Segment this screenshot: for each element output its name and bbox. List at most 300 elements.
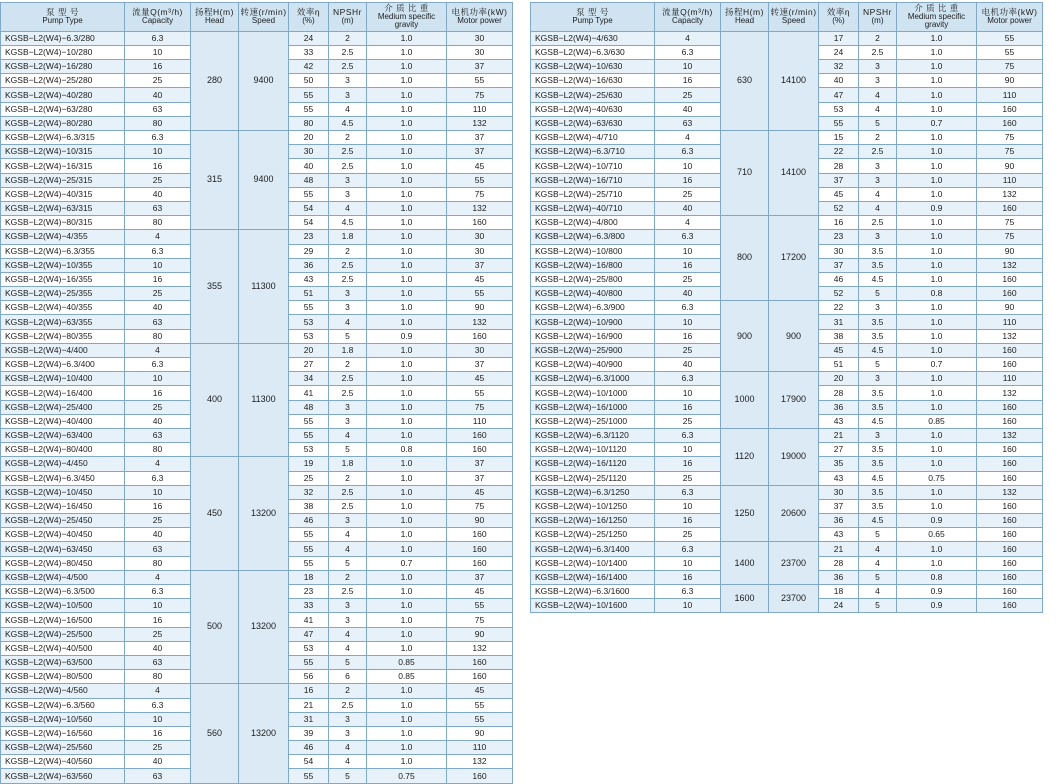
cell-capacity: 63 — [125, 201, 191, 215]
cell-efficiency: 55 — [289, 428, 329, 442]
cell-specific-gravity: 1.0 — [367, 272, 447, 286]
cell-specific-gravity: 1.0 — [897, 386, 977, 400]
cell-specific-gravity: 1.0 — [367, 386, 447, 400]
cell-pump-type: KGSB−L2(W4)−40/400 — [1, 414, 125, 428]
cell-specific-gravity: 1.0 — [897, 301, 977, 315]
cell-specific-gravity: 0.9 — [897, 585, 977, 599]
cell-motor-power: 37 — [447, 131, 513, 145]
cell-motor-power: 132 — [977, 485, 1043, 499]
cell-pump-type: KGSB−L2(W4)−25/800 — [531, 272, 655, 286]
cell-efficiency: 55 — [289, 769, 329, 783]
cell-pump-type: KGSB−L2(W4)−10/355 — [1, 258, 125, 272]
cell-pump-type: KGSB−L2(W4)−80/355 — [1, 329, 125, 343]
cell-motor-power: 160 — [447, 216, 513, 230]
cell-capacity: 6.3 — [655, 372, 721, 386]
header-speed: 转速(r/min) Speed — [239, 3, 289, 32]
cell-efficiency: 19 — [289, 457, 329, 471]
cell-npshr: 4 — [329, 627, 367, 641]
cell-pump-type: KGSB−L2(W4)−10/315 — [1, 145, 125, 159]
cell-capacity: 10 — [125, 258, 191, 272]
cell-pump-type: KGSB−L2(W4)−4/400 — [1, 343, 125, 357]
cell-pump-type: KGSB−L2(W4)−16/1250 — [531, 514, 655, 528]
cell-motor-power: 110 — [977, 173, 1043, 187]
cell-npshr: 2.5 — [329, 698, 367, 712]
cell-motor-power: 55 — [447, 386, 513, 400]
cell-npshr: 2.5 — [329, 258, 367, 272]
cell-pump-type: KGSB−L2(W4)−10/630 — [531, 60, 655, 74]
table-row — [1, 684, 513, 698]
cell-pump-type: KGSB−L2(W4)−80/400 — [1, 443, 125, 457]
cell-capacity: 16 — [655, 258, 721, 272]
cell-specific-gravity: 1.0 — [897, 173, 977, 187]
cell-pump-type: KGSB−L2(W4)−63/560 — [1, 769, 125, 783]
cell-npshr: 3 — [329, 599, 367, 613]
cell-motor-power: 160 — [977, 585, 1043, 599]
cell-head: 630 — [721, 31, 769, 130]
cell-npshr: 5 — [329, 329, 367, 343]
cell-capacity: 25 — [125, 400, 191, 414]
cell-specific-gravity: 1.0 — [897, 45, 977, 59]
cell-npshr: 5 — [329, 443, 367, 457]
cell-capacity: 63 — [125, 428, 191, 442]
header-head: 扬程H(m) Head — [721, 3, 769, 32]
cell-head: 315 — [191, 131, 239, 230]
cell-capacity: 6.3 — [125, 131, 191, 145]
cell-npshr: 4 — [329, 542, 367, 556]
cell-head: 1400 — [721, 542, 769, 585]
header-head: 扬程H(m) Head — [191, 3, 239, 32]
cell-capacity: 16 — [125, 499, 191, 513]
cell-specific-gravity: 1.0 — [897, 457, 977, 471]
cell-npshr: 3 — [329, 187, 367, 201]
cell-pump-type: KGSB−L2(W4)−80/450 — [1, 556, 125, 570]
cell-efficiency: 37 — [819, 173, 859, 187]
cell-specific-gravity: 1.0 — [367, 755, 447, 769]
cell-capacity: 25 — [125, 627, 191, 641]
header-speed: 转速(r/min) Speed — [769, 3, 819, 32]
cell-specific-gravity: 0.9 — [367, 329, 447, 343]
cell-capacity: 16 — [655, 173, 721, 187]
cell-npshr: 4 — [859, 542, 897, 556]
cell-efficiency: 56 — [289, 670, 329, 684]
cell-capacity: 10 — [655, 499, 721, 513]
cell-capacity: 40 — [125, 641, 191, 655]
table-row — [1, 230, 513, 244]
cell-specific-gravity: 1.0 — [367, 741, 447, 755]
cell-pump-type: KGSB−L2(W4)−40/900 — [531, 358, 655, 372]
table-row — [531, 428, 1043, 442]
cell-efficiency: 38 — [289, 499, 329, 513]
cell-efficiency: 22 — [819, 301, 859, 315]
cell-pump-type: KGSB−L2(W4)−25/710 — [531, 187, 655, 201]
cell-specific-gravity: 1.0 — [367, 641, 447, 655]
cell-npshr: 2 — [329, 31, 367, 45]
cell-capacity: 4 — [125, 230, 191, 244]
cell-npshr: 4.5 — [859, 414, 897, 428]
cell-specific-gravity: 1.0 — [897, 542, 977, 556]
cell-pump-type: KGSB−L2(W4)−25/500 — [1, 627, 125, 641]
cell-pump-type: KGSB−L2(W4)−6.3/355 — [1, 244, 125, 258]
cell-motor-power: 45 — [447, 684, 513, 698]
cell-npshr: 3 — [859, 301, 897, 315]
cell-npshr: 4 — [859, 102, 897, 116]
cell-pump-type: KGSB−L2(W4)−10/800 — [531, 244, 655, 258]
cell-pump-type: KGSB−L2(W4)−25/1120 — [531, 471, 655, 485]
cell-efficiency: 30 — [819, 244, 859, 258]
cell-efficiency: 45 — [819, 187, 859, 201]
cell-efficiency: 46 — [289, 741, 329, 755]
cell-efficiency: 55 — [289, 301, 329, 315]
cell-capacity: 63 — [125, 102, 191, 116]
cell-efficiency: 36 — [819, 400, 859, 414]
cell-specific-gravity: 1.0 — [367, 301, 447, 315]
cell-specific-gravity: 0.85 — [897, 414, 977, 428]
cell-efficiency: 55 — [289, 102, 329, 116]
cell-capacity: 6.3 — [655, 585, 721, 599]
cell-pump-type: KGSB−L2(W4)−10/710 — [531, 159, 655, 173]
cell-pump-type: KGSB−L2(W4)−80/500 — [1, 670, 125, 684]
cell-pump-type: KGSB−L2(W4)−6.3/280 — [1, 31, 125, 45]
cell-motor-power: 160 — [447, 428, 513, 442]
cell-capacity: 25 — [655, 343, 721, 357]
cell-efficiency: 45 — [819, 343, 859, 357]
header-efficiency: 效率η (%) — [289, 3, 329, 32]
cell-motor-power: 55 — [447, 173, 513, 187]
cell-pump-type: KGSB−L2(W4)−63/280 — [1, 102, 125, 116]
pump-spec-table-left — [0, 2, 513, 784]
cell-npshr: 5 — [329, 769, 367, 783]
cell-npshr: 4 — [329, 201, 367, 215]
cell-motor-power: 160 — [977, 343, 1043, 357]
cell-motor-power: 75 — [977, 131, 1043, 145]
cell-efficiency: 52 — [819, 287, 859, 301]
cell-motor-power: 160 — [977, 457, 1043, 471]
cell-pump-type: KGSB−L2(W4)−10/1250 — [531, 499, 655, 513]
cell-specific-gravity: 1.0 — [897, 315, 977, 329]
right-table-wrapper — [530, 2, 1042, 611]
cell-efficiency: 43 — [819, 471, 859, 485]
cell-npshr: 4.5 — [329, 216, 367, 230]
cell-pump-type: KGSB−L2(W4)−63/355 — [1, 315, 125, 329]
cell-efficiency: 48 — [289, 400, 329, 414]
cell-efficiency: 46 — [289, 514, 329, 528]
cell-capacity: 6.3 — [655, 542, 721, 556]
cell-efficiency: 55 — [289, 88, 329, 102]
cell-capacity: 40 — [125, 301, 191, 315]
header-specific-gravity: 介 质 比 重 Medium specific gravity — [367, 3, 447, 32]
cell-efficiency: 24 — [819, 45, 859, 59]
cell-efficiency: 46 — [819, 272, 859, 286]
cell-npshr: 3 — [329, 514, 367, 528]
cell-motor-power: 160 — [977, 443, 1043, 457]
cell-motor-power: 30 — [447, 230, 513, 244]
cell-npshr: 1.8 — [329, 457, 367, 471]
cell-capacity: 25 — [125, 74, 191, 88]
cell-efficiency: 54 — [289, 201, 329, 215]
cell-efficiency: 28 — [819, 386, 859, 400]
cell-capacity: 10 — [655, 386, 721, 400]
header-row — [531, 3, 1043, 32]
cell-npshr: 5 — [329, 556, 367, 570]
cell-efficiency: 43 — [819, 414, 859, 428]
cell-efficiency: 47 — [819, 88, 859, 102]
cell-npshr: 2 — [859, 131, 897, 145]
cell-specific-gravity: 0.7 — [897, 358, 977, 372]
cell-capacity: 80 — [125, 116, 191, 130]
cell-capacity: 16 — [655, 570, 721, 584]
cell-pump-type: KGSB−L2(W4)−6.3/710 — [531, 145, 655, 159]
cell-efficiency: 50 — [289, 74, 329, 88]
cell-specific-gravity: 0.75 — [897, 471, 977, 485]
cell-pump-type: KGSB−L2(W4)−40/500 — [1, 641, 125, 655]
cell-pump-type: KGSB−L2(W4)−10/1000 — [531, 386, 655, 400]
cell-pump-type: KGSB−L2(W4)−25/560 — [1, 741, 125, 755]
cell-npshr: 3 — [329, 88, 367, 102]
table-row — [531, 301, 1043, 315]
cell-npshr: 5 — [859, 599, 897, 613]
table-row — [531, 216, 1043, 230]
cell-efficiency: 53 — [289, 641, 329, 655]
cell-specific-gravity: 0.7 — [367, 556, 447, 570]
cell-pump-type: KGSB−L2(W4)−6.3/450 — [1, 471, 125, 485]
cell-npshr: 4 — [329, 755, 367, 769]
cell-specific-gravity: 1.0 — [897, 88, 977, 102]
cell-speed: 17200 — [769, 216, 819, 301]
cell-speed: 20600 — [769, 485, 819, 542]
cell-efficiency: 52 — [819, 201, 859, 215]
cell-specific-gravity: 1.0 — [897, 428, 977, 442]
cell-npshr: 4 — [329, 315, 367, 329]
cell-speed: 11300 — [239, 343, 289, 457]
cell-pump-type: KGSB−L2(W4)−25/315 — [1, 173, 125, 187]
cell-efficiency: 55 — [289, 187, 329, 201]
cell-pump-type: KGSB−L2(W4)−25/280 — [1, 74, 125, 88]
cell-npshr: 4.5 — [329, 116, 367, 130]
cell-motor-power: 30 — [447, 31, 513, 45]
cell-pump-type: KGSB−L2(W4)−16/800 — [531, 258, 655, 272]
cell-speed: 13200 — [239, 684, 289, 783]
cell-motor-power: 30 — [447, 45, 513, 59]
cell-efficiency: 54 — [289, 216, 329, 230]
cell-capacity: 40 — [125, 528, 191, 542]
cell-specific-gravity: 0.8 — [897, 570, 977, 584]
cell-npshr: 3.5 — [859, 244, 897, 258]
cell-specific-gravity: 1.0 — [897, 216, 977, 230]
cell-pump-type: KGSB−L2(W4)−10/400 — [1, 372, 125, 386]
cell-motor-power: 37 — [447, 60, 513, 74]
cell-npshr: 3.5 — [859, 499, 897, 513]
cell-specific-gravity: 1.0 — [897, 485, 977, 499]
cell-specific-gravity: 1.0 — [367, 414, 447, 428]
cell-motor-power: 110 — [447, 102, 513, 116]
cell-motor-power: 45 — [447, 159, 513, 173]
cell-pump-type: KGSB−L2(W4)−6.3/400 — [1, 358, 125, 372]
cell-head: 500 — [191, 570, 239, 684]
cell-motor-power: 160 — [977, 116, 1043, 130]
cell-capacity: 4 — [125, 684, 191, 698]
cell-specific-gravity: 1.0 — [367, 372, 447, 386]
cell-npshr: 2 — [329, 358, 367, 372]
cell-capacity: 40 — [125, 187, 191, 201]
cell-specific-gravity: 1.0 — [367, 471, 447, 485]
cell-capacity: 80 — [125, 329, 191, 343]
cell-pump-type: KGSB−L2(W4)−6.3/900 — [531, 301, 655, 315]
cell-efficiency: 15 — [819, 131, 859, 145]
cell-efficiency: 21 — [289, 698, 329, 712]
header-efficiency: 效率η (%) — [819, 3, 859, 32]
cell-motor-power: 160 — [977, 272, 1043, 286]
cell-npshr: 3 — [329, 712, 367, 726]
cell-motor-power: 37 — [447, 358, 513, 372]
cell-pump-type: KGSB−L2(W4)−10/500 — [1, 599, 125, 613]
cell-efficiency: 41 — [289, 386, 329, 400]
cell-motor-power: 45 — [447, 272, 513, 286]
cell-efficiency: 17 — [819, 31, 859, 45]
cell-efficiency: 20 — [819, 372, 859, 386]
cell-npshr: 2.5 — [859, 45, 897, 59]
table-body-right — [531, 31, 1043, 613]
cell-motor-power: 45 — [447, 485, 513, 499]
cell-capacity: 4 — [655, 216, 721, 230]
table-body-left — [1, 31, 513, 783]
cell-specific-gravity: 1.0 — [367, 102, 447, 116]
cell-efficiency: 34 — [289, 372, 329, 386]
cell-head: 560 — [191, 684, 239, 783]
cell-npshr: 3 — [859, 159, 897, 173]
cell-specific-gravity: 1.0 — [897, 499, 977, 513]
cell-efficiency: 27 — [819, 443, 859, 457]
cell-motor-power: 90 — [977, 244, 1043, 258]
cell-specific-gravity: 1.0 — [367, 216, 447, 230]
cell-capacity: 16 — [655, 514, 721, 528]
cell-capacity: 40 — [655, 287, 721, 301]
cell-motor-power: 160 — [977, 556, 1043, 570]
cell-motor-power: 90 — [447, 627, 513, 641]
cell-motor-power: 160 — [977, 400, 1043, 414]
cell-npshr: 4 — [859, 187, 897, 201]
cell-pump-type: KGSB−L2(W4)−40/630 — [531, 102, 655, 116]
cell-efficiency: 18 — [819, 585, 859, 599]
cell-capacity: 6.3 — [655, 145, 721, 159]
table-row — [531, 485, 1043, 499]
cell-npshr: 4 — [329, 102, 367, 116]
cell-pump-type: KGSB−L2(W4)−4/450 — [1, 457, 125, 471]
cell-specific-gravity: 1.0 — [897, 102, 977, 116]
cell-capacity: 16 — [655, 329, 721, 343]
cell-speed: 13200 — [239, 457, 289, 571]
cell-head: 355 — [191, 230, 239, 344]
cell-head: 400 — [191, 343, 239, 457]
cell-efficiency: 28 — [819, 556, 859, 570]
cell-specific-gravity: 1.0 — [367, 684, 447, 698]
cell-npshr: 3.5 — [859, 386, 897, 400]
cell-motor-power: 37 — [447, 457, 513, 471]
cell-pump-type: KGSB−L2(W4)−6.3/630 — [531, 45, 655, 59]
cell-capacity: 6.3 — [125, 358, 191, 372]
cell-specific-gravity: 1.0 — [897, 556, 977, 570]
cell-capacity: 16 — [125, 60, 191, 74]
cell-efficiency: 31 — [819, 315, 859, 329]
cell-motor-power: 90 — [447, 514, 513, 528]
cell-npshr: 6 — [329, 670, 367, 684]
cell-motor-power: 55 — [447, 698, 513, 712]
cell-efficiency: 29 — [289, 244, 329, 258]
cell-capacity: 40 — [655, 358, 721, 372]
cell-motor-power: 110 — [977, 88, 1043, 102]
cell-pump-type: KGSB−L2(W4)−6.3/1250 — [531, 485, 655, 499]
cell-efficiency: 39 — [289, 726, 329, 740]
cell-npshr: 4 — [329, 641, 367, 655]
cell-efficiency: 32 — [289, 485, 329, 499]
cell-motor-power: 160 — [977, 599, 1043, 613]
cell-motor-power: 160 — [977, 287, 1043, 301]
cell-capacity: 63 — [125, 315, 191, 329]
cell-specific-gravity: 1.0 — [897, 272, 977, 286]
cell-npshr: 2 — [329, 570, 367, 584]
cell-speed: 13200 — [239, 570, 289, 684]
table-row — [531, 585, 1043, 599]
header-row — [1, 3, 513, 32]
cell-capacity: 25 — [125, 173, 191, 187]
cell-efficiency: 23 — [819, 230, 859, 244]
cell-motor-power: 75 — [977, 216, 1043, 230]
cell-specific-gravity: 0.7 — [897, 116, 977, 130]
cell-npshr: 4.5 — [859, 514, 897, 528]
cell-head: 280 — [191, 31, 239, 130]
cell-capacity: 40 — [655, 102, 721, 116]
cell-capacity: 16 — [125, 159, 191, 173]
cell-capacity: 4 — [125, 570, 191, 584]
cell-capacity: 10 — [125, 712, 191, 726]
cell-pump-type: KGSB−L2(W4)−6.3/560 — [1, 698, 125, 712]
cell-specific-gravity: 1.0 — [367, 358, 447, 372]
cell-motor-power: 160 — [977, 201, 1043, 215]
cell-pump-type: KGSB−L2(W4)−80/280 — [1, 116, 125, 130]
cell-capacity: 4 — [655, 131, 721, 145]
cell-motor-power: 90 — [447, 726, 513, 740]
cell-npshr: 2 — [329, 131, 367, 145]
cell-specific-gravity: 1.0 — [367, 315, 447, 329]
cell-capacity: 6.3 — [125, 471, 191, 485]
cell-npshr: 5 — [859, 570, 897, 584]
cell-pump-type: KGSB−L2(W4)−40/355 — [1, 301, 125, 315]
cell-capacity: 80 — [125, 556, 191, 570]
cell-npshr: 1.8 — [329, 230, 367, 244]
cell-motor-power: 37 — [447, 471, 513, 485]
cell-efficiency: 43 — [289, 272, 329, 286]
table-header-right — [531, 3, 1043, 32]
cell-speed: 11300 — [239, 230, 289, 344]
cell-specific-gravity: 1.0 — [367, 698, 447, 712]
cell-capacity: 40 — [125, 414, 191, 428]
cell-npshr: 2.5 — [329, 60, 367, 74]
cell-capacity: 10 — [655, 443, 721, 457]
cell-motor-power: 132 — [447, 116, 513, 130]
cell-specific-gravity: 1.0 — [367, 712, 447, 726]
cell-pump-type: KGSB−L2(W4)−40/280 — [1, 88, 125, 102]
cell-pump-type: KGSB−L2(W4)−10/1400 — [531, 556, 655, 570]
cell-motor-power: 132 — [977, 258, 1043, 272]
cell-efficiency: 55 — [289, 414, 329, 428]
cell-capacity: 80 — [125, 216, 191, 230]
cell-motor-power: 110 — [447, 414, 513, 428]
cell-capacity: 4 — [125, 457, 191, 471]
cell-capacity: 16 — [125, 726, 191, 740]
cell-speed: 14100 — [769, 131, 819, 216]
cell-capacity: 16 — [655, 457, 721, 471]
cell-npshr: 4 — [329, 741, 367, 755]
cell-head: 800 — [721, 216, 769, 301]
